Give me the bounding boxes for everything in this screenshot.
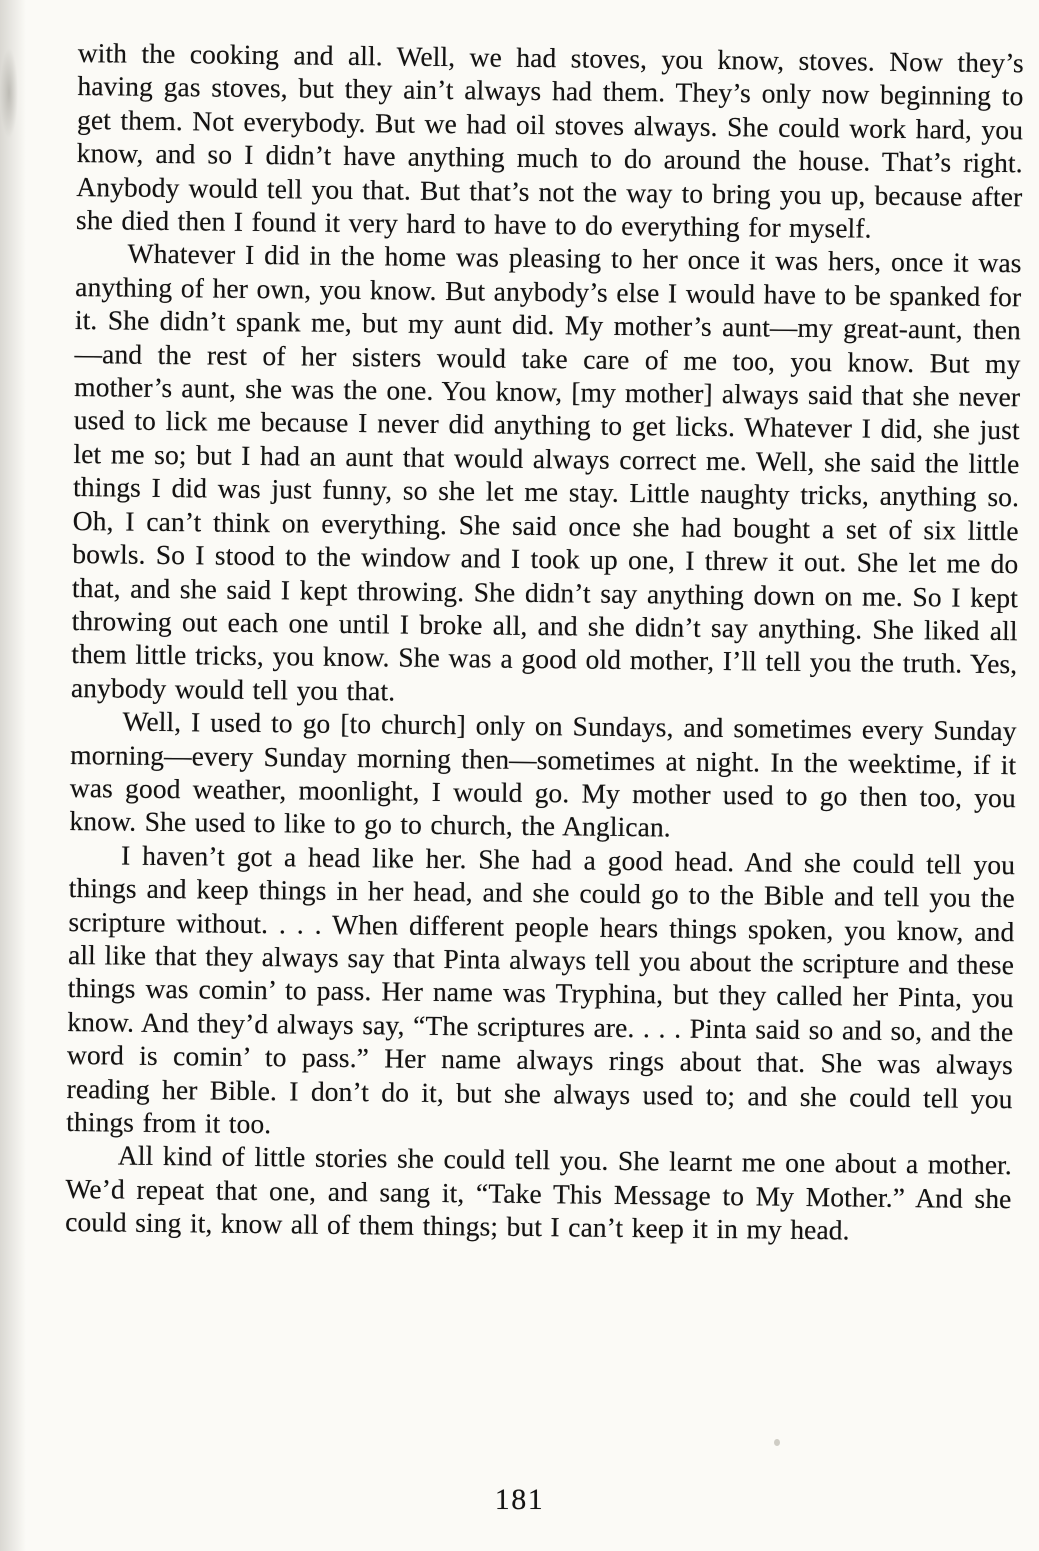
paragraph-5: All kind of little stories she could tell you. She learnt me one about a mother. We’d repeat that one, and sang it, “Take This Message to My Mother.” And she could sing it, know all of them things; but I can’t keep it in my head. bbox=[65, 1139, 1013, 1246]
paragraph-1: with the cooking and all. Well, we had stoves, you know, stoves. Now they’s having gas stoves, but they ain’t always had them. They’s only now beginning to get them. Not everybody. But we had oil stoves always. She could work hard, you know, and so I didn’t have anything much to do around the house. That’s right. Anybody would tell you that. But that’s not the way to bring you up, because after she died then I found it very hard to have to do everything for myself. bbox=[75, 36, 1024, 244]
paragraph-4: I haven’t got a head like her. She had a good head. And she could tell you things and keep things in her head, and she could go to the Bible and tell you the scripture without. . . . When different people hears things spoken, you know, and all like that they always say that Pinta always tell you about the scripture and these things was comin’ to pass. Her name was Tryphina, but they called her Pinta, you know. And they’d always say, “The scriptures are. . . . Pinta said so and so, and the word is comin’ to pass.” Her name always rings about that. She was always reading her Bible. I don’t do it, but she always used to; and she could tell you things from it too. bbox=[66, 839, 1016, 1140]
scan-artifact bbox=[0, 48, 18, 138]
paragraph-2: Whatever I did in the home was pleasing to her once it was hers, once it was anything of her own, you know. But anybody’s else I would have to be spanked for it. She didn’t spank me, but my aunt did. My mother’s aunt—my great-aunt, then—and the rest of her sisters would take care of me too, you know. But my mother’s aunt, she was the one. You know, [my mother] always said that she never used to lick me because I never did anything to get licks. Whatever I did, she just let me so; but I had an aunt that would always correct me. Well, she said the little things I did was just funny, so she let me stay. Little naughty tricks, anything so. Oh, I can’t think on everything. She said once she had bought a set of six little bowls. So I stood to the window and I took up one, I threw it out. She let me do that, and she said I kept throwing. She didn’t say anything down on me. So I kept throwing out each one until I broke all, and she didn’t say anything. She liked all them little tricks, you know. She was a good old mother, I’ll tell you the truth. Yes, anybody would tell you that. bbox=[70, 237, 1022, 707]
scan-edge-shadow bbox=[0, 0, 26, 1551]
scan-artifact bbox=[774, 1439, 780, 1446]
page-text bbox=[65, 36, 1024, 1249]
page-number: 181 bbox=[494, 1483, 545, 1516]
paragraph-3: Well, I used to go [to church] only on Sundays, and sometimes every Sunday morning—every Sunday morning then—sometimes at night. In the weektime, if it was good weather, moonlight, I would go. My mother used to go then too, you know. She used to like to go to church, the Anglican. bbox=[69, 705, 1017, 843]
